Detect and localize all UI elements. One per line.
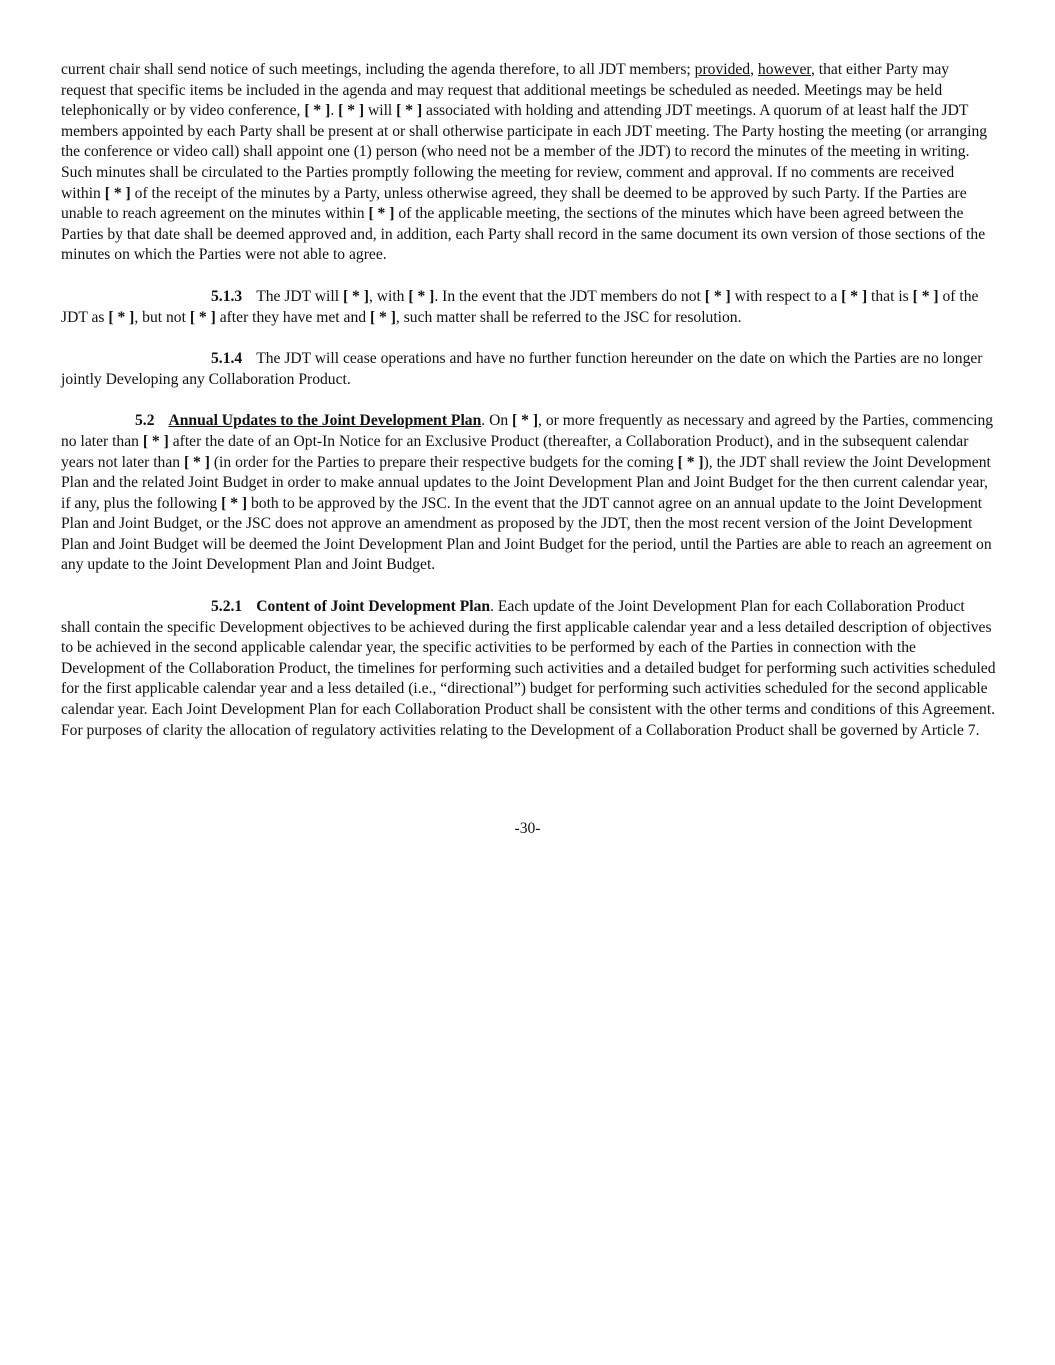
redaction-mark: [ * ]: [142, 432, 169, 450]
text-run: of the applicable meeting, the sections of the minutes which have been agreed between the Parties by that date shall be deemed approved and, in addition, each Party shall record in the same document its own version of those sections of the minutes on which the Parties were not able to agree.: [61, 205, 986, 264]
text-run: , with: [368, 287, 409, 305]
text-run: after the date of an Opt-In Notice for an Exclusive Product (thereafter, a Collaboration Product), and in the subsequent calendar years not later than: [61, 432, 969, 471]
text-run: . In the event that the JDT members do not: [434, 287, 705, 305]
section-heading: Annual Updates to the Joint Development Plan: [168, 412, 482, 430]
paragraph-jdt-meetings: [61, 60, 996, 266]
text-run: of the JDT as: [61, 287, 979, 326]
text-run: The JDT will cease operations and have no further function hereunder on the date on which the Parties are no longer jointly Developing any Collaboration Product.: [61, 350, 983, 388]
text-run: both to be approved by the JSC. In the event that the JDT cannot agree on an annual update to the Joint Development Plan and Joint Budget, or the JSC does not approve an amendment as proposed by the JDT, then the most recent version of the Joint Development Plan and Joint Budget will be deemed the Joint Development Plan and Joint Budget for the period, until the Parties are able to reach an agreement on any update to the Joint Development Plan and Joint Budget.: [61, 494, 992, 574]
text-run: (in order for the Parties to prepare their respective budgets for the coming: [209, 453, 678, 471]
section-number: 5.2.1: [211, 598, 243, 616]
text-run: .: [330, 102, 339, 120]
section-5-2-1: [61, 597, 996, 741]
document-page: [61, 60, 996, 762]
text-run: The JDT will: [256, 287, 343, 305]
redaction-mark: [ * ]: [342, 287, 369, 305]
redaction-mark: [ * ]: [304, 102, 331, 120]
text-run: . Each update of the Joint Development Plan for each Collaboration Product shall contain the specific Development objectives to be achieved during the first applicable calendar year and a less detailed description of objectives to be achieved in the second applicable calendar year, the specific activities to be performed by each of the Parties in connection with the Development of the Collaboration Product, the timelines for performing such activities and a detailed budget for performing such activities scheduled for the first applicable calendar year and a less detailed (i.e., “directional”) budget for performing such activities scheduled for the second applicable calendar year. Each Joint Development Plan for each Collaboration Product shall be consistent with the other terms and conditions of this Agreement. For purposes of clarity the allocation of regulatory activities relating to the Development of a Collaboration Product shall be governed by Article 7.: [61, 598, 996, 739]
redaction-mark: [ * ]: [104, 184, 131, 202]
redaction-mark: [ * ]: [408, 287, 435, 305]
redaction-mark: [ * ]: [108, 308, 135, 326]
text-run: that is: [867, 287, 913, 305]
redaction-mark: [ * ]: [704, 287, 731, 305]
text-run: , or more frequently as necessary and agreed by the Parties, commencing no later than: [61, 412, 994, 450]
section-heading: Content of Joint Development Plan: [256, 598, 491, 616]
text-run: associated with holding and attending JDT meetings. A quorum of at least half the JDT members appointed by each Party shall be present at or shall otherwise participate in each JDT meeting. The Party hosting the meeting (or arranging the conference or video call) shall appoint one (1) person (who need not be a member of the JDT) to record the minutes of the meeting in writing. Such minutes shall be circulated to the Parties promptly following the meeting for review, comment and approval. If no comments are received within: [61, 102, 988, 202]
text-run: ), the JDT shall review the Joint Development Plan and the related Joint Budget in order to make annual updates to the Joint Development Plan and Joint Budget for the then current calendar year, if any, plus the following: [61, 453, 991, 512]
section-5-2: [61, 411, 996, 576]
redaction-mark: [ * ]: [368, 205, 395, 223]
section-number: 5.1.3: [211, 287, 243, 305]
redaction-mark: [ * ]: [841, 287, 868, 305]
redaction-mark: [ * ]: [338, 102, 365, 120]
redaction-mark: [ * ]: [677, 453, 704, 471]
redaction-mark: [ * ]: [512, 412, 539, 430]
redaction-mark: [ * ]: [189, 308, 216, 326]
redaction-mark: [ * ]: [369, 308, 396, 326]
text-run: , but not: [134, 308, 190, 326]
text-run: . On: [481, 412, 513, 430]
text-run: will: [364, 102, 397, 120]
redaction-mark: [ * ]: [221, 494, 248, 512]
page-number: -30-: [514, 820, 541, 837]
section-number: 5.1.4: [211, 350, 243, 368]
underlined-term: however: [757, 61, 811, 78]
text-run: ,: [750, 61, 758, 78]
redaction-mark: [ * ]: [396, 102, 423, 120]
section-number: 5.2: [135, 412, 155, 430]
text-run: with respect to a: [730, 287, 842, 305]
section-5-1-3: [61, 287, 996, 328]
text-run: after they have met and: [215, 308, 370, 326]
section-5-1-4: [61, 349, 996, 390]
redaction-mark: [ * ]: [912, 287, 939, 305]
text-run: , that either Party may request that specific items be included in the agenda and may request that additional meetings be scheduled as needed. Meetings may be held telephonically or by video conference,: [61, 61, 950, 120]
text-run: current chair shall send notice of such meetings, including the agenda therefore, to all JDT members;: [61, 61, 695, 78]
underlined-term: provided: [694, 61, 751, 78]
text-run: , such matter shall be referred to the JSC for resolution.: [395, 308, 742, 326]
redaction-mark: [ * ]: [183, 453, 210, 471]
text-run: of the receipt of the minutes by a Party, unless otherwise agreed, they shall be deemed to be approved by such Party. If the Parties are unable to reach agreement on the minutes within: [61, 184, 967, 223]
